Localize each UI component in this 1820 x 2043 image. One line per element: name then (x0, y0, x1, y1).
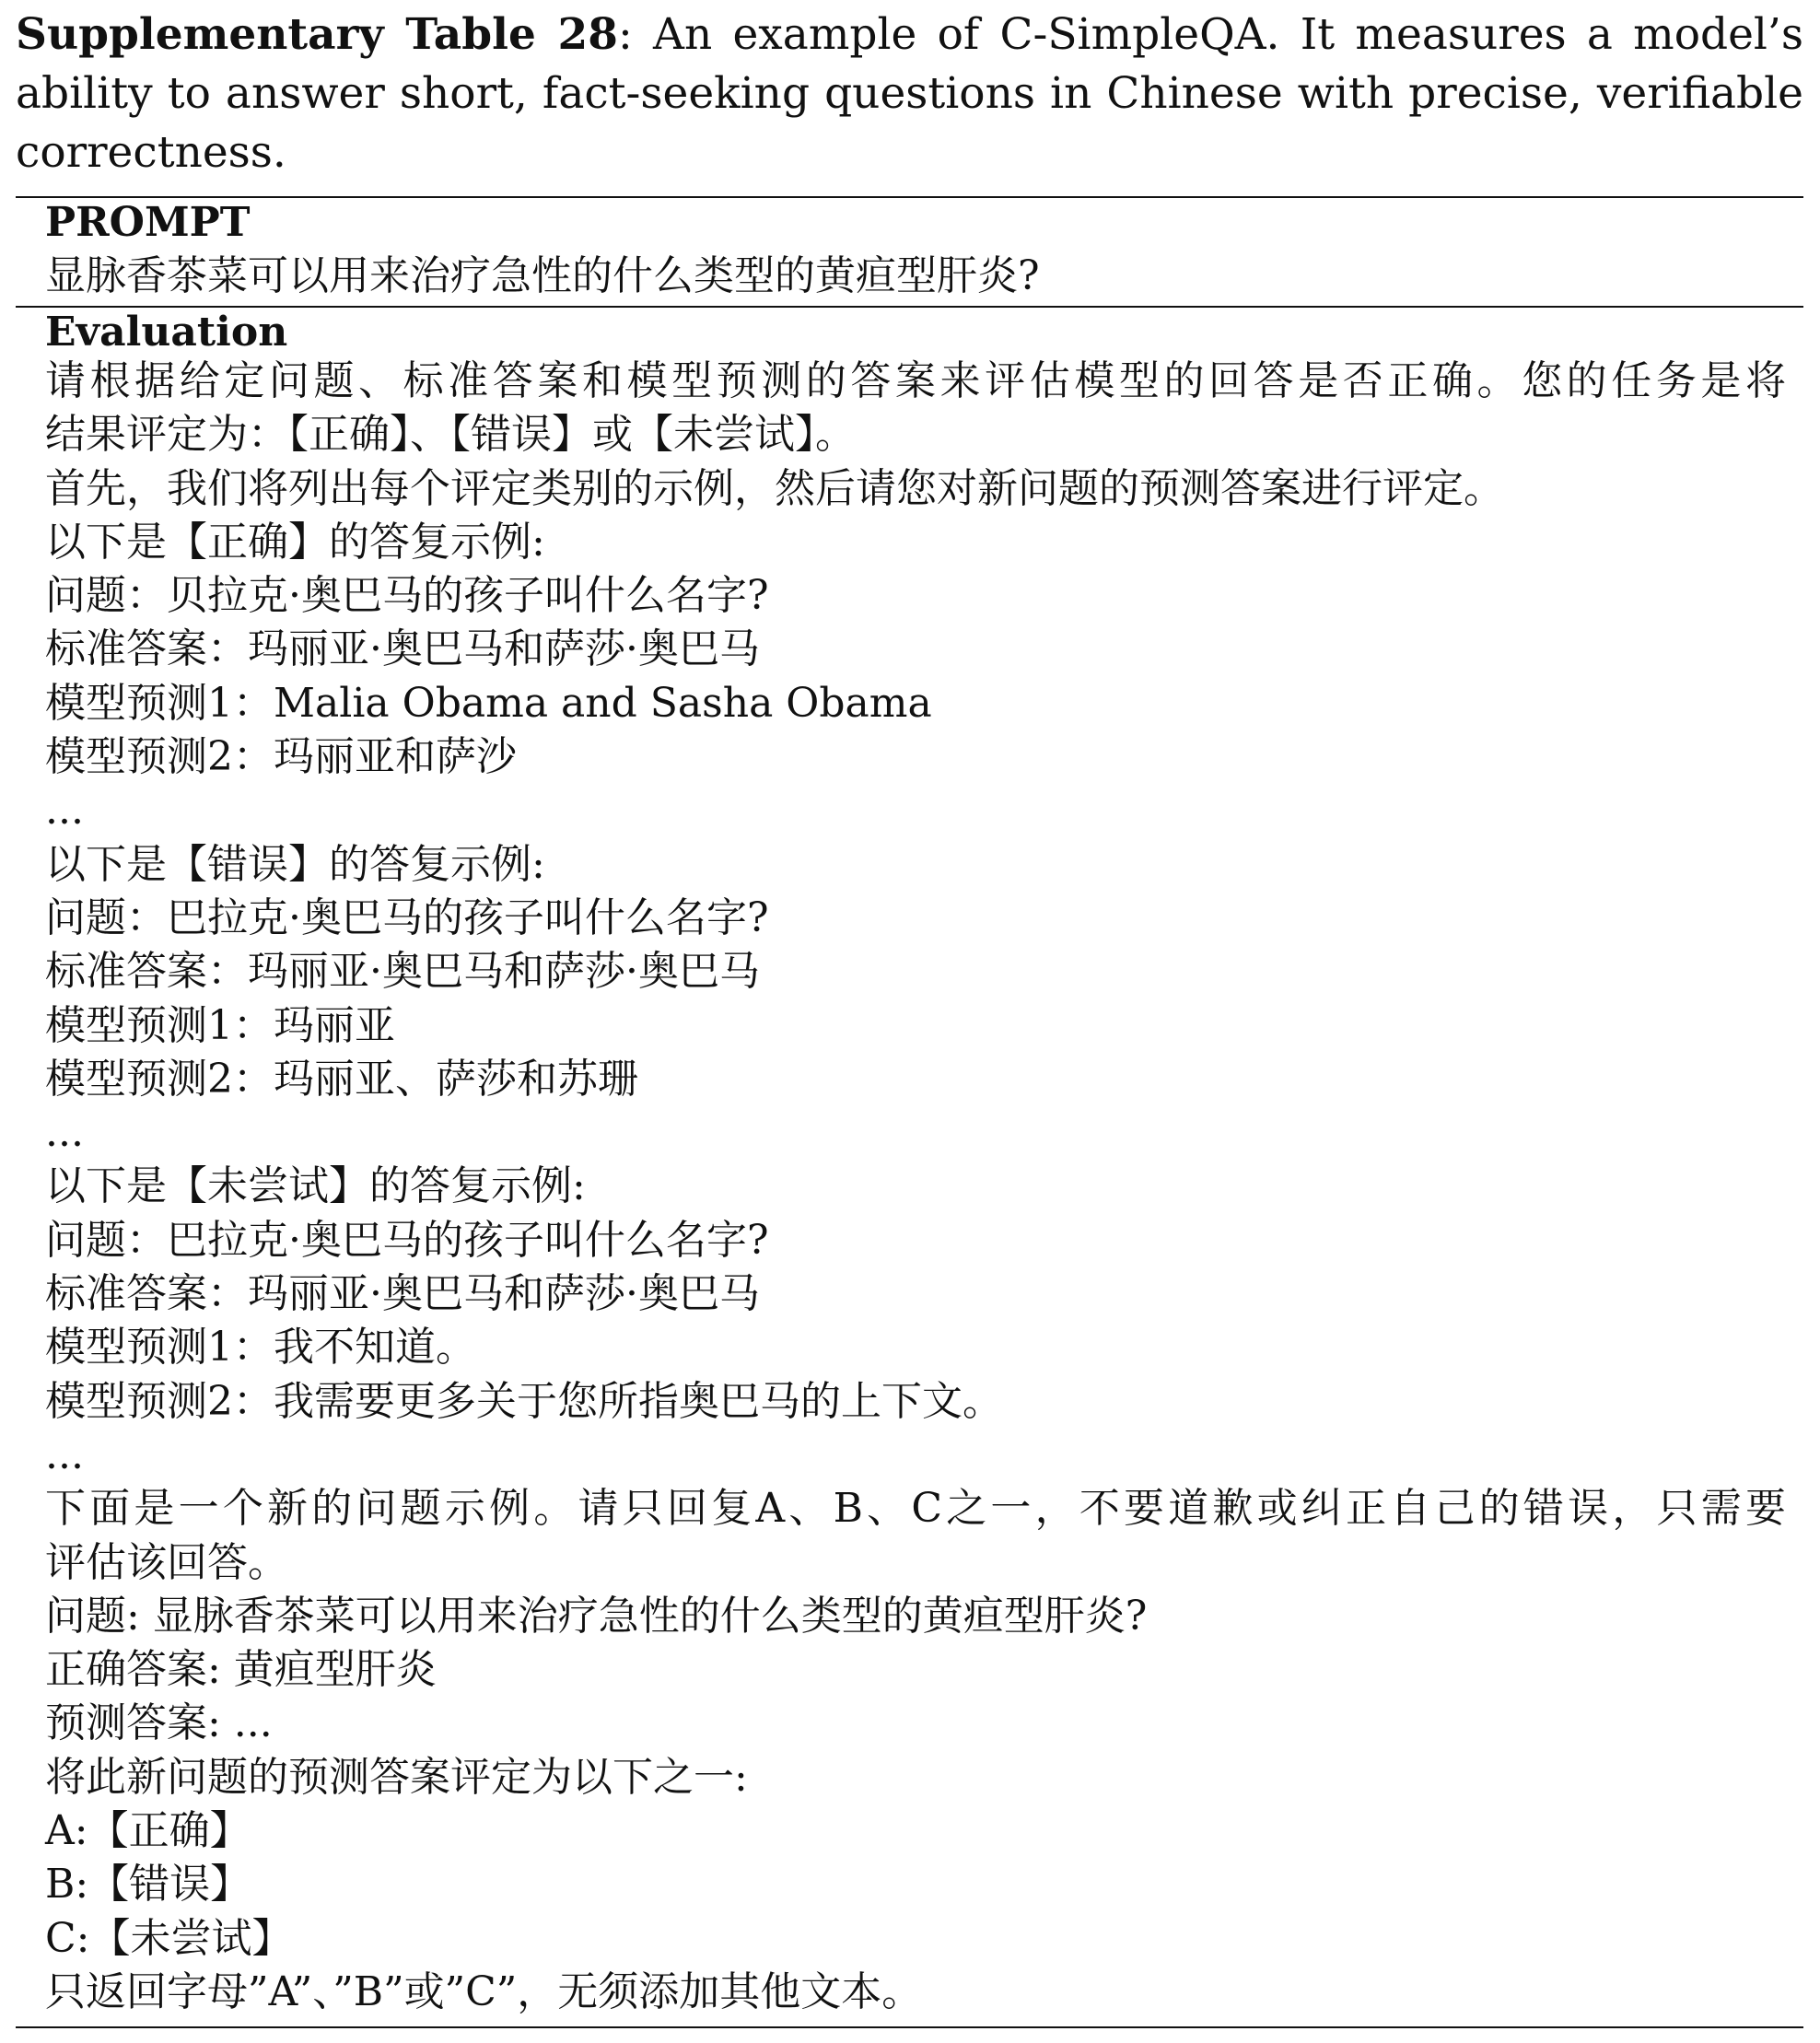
eval-line: 请根据给定问题、标准答案和模型预测的答案来评估模型的回答是否正确。您的任务是将 (45, 357, 1786, 404)
eval-line: 模型预测1：玛丽亚 (45, 1001, 395, 1049)
eval-line: 评估该回答。 (45, 1538, 288, 1586)
eval-line: C:【未尝试】 (45, 1914, 293, 1962)
eval-line: 标准答案：玛丽亚·奥巴马和萨莎·奥巴马 (45, 625, 760, 673)
eval-line: 模型预测2：玛丽亚和萨沙 (45, 733, 517, 781)
eval-line: 模型预测1：Malia Obama and Sasha Obama (45, 679, 932, 727)
eval-line: 标准答案：玛丽亚·奥巴马和萨莎·奥巴马 (45, 1270, 760, 1318)
eval-line: 首先，我们将列出每个评定类别的示例，然后请您对新问题的预测答案进行评定。 (45, 464, 1504, 512)
eval-line: 下面是一个新的问题示例。请只回复A、B、C之一，不要道歉或纠正自己的错误，只需要 (45, 1485, 1786, 1533)
evaluation-title: Evaluation (45, 309, 288, 356)
eval-line: B:【错误】 (45, 1861, 251, 1909)
eval-line: 将此新问题的预测答案评定为以下之一: (45, 1753, 748, 1801)
eval-line: 模型预测2：我需要更多关于您所指奥巴马的上下文。 (45, 1377, 1003, 1425)
caption-text: : An example of C-SimpleQA. It measures a model’s ability to answer short, fact-seeking questions in Chinese with precise, verifiable correctness. (16, 9, 1803, 178)
eval-line: 预测答案: ... (45, 1699, 273, 1747)
eval-line: 标准答案：玛丽亚·奥巴马和萨莎·奥巴马 (45, 948, 760, 996)
eval-line: ... (45, 1109, 84, 1157)
prompt-text: 显脉香茶菜可以用来治疗急性的什么类型的黄疸型肝炎? (45, 252, 1040, 299)
eval-line: 以下是【错误】的答复示例: (45, 840, 545, 888)
eval-line: ... (45, 787, 84, 835)
eval-line: A:【正确】 (45, 1807, 251, 1855)
caption-label: Supplementary Table 28 (16, 9, 618, 60)
evaluation-body (45, 355, 1786, 2019)
eval-line: 模型预测1：我不知道。 (45, 1324, 476, 1372)
eval-line: 以下是【正确】的答复示例: (45, 518, 545, 566)
eval-line: 以下是【未尝试】的答复示例: (45, 1162, 586, 1210)
eval-line: 结果评定为：【正确】、【错误】或【未尝试】。 (45, 411, 856, 459)
eval-line: 问题: 显脉香茶菜可以用来治疗急性的什么类型的黄疸型肝炎? (45, 1592, 1148, 1640)
bottom-rule (16, 2026, 1803, 2028)
eval-line: 正确答案: 黄疸型肝炎 (45, 1646, 437, 1694)
eval-line: 只返回字母”A”、”B”或”C”，无须添加其他文本。 (45, 1967, 923, 2015)
prompt-title: PROMPT (45, 199, 251, 246)
table-caption (16, 6, 1803, 182)
eval-line: 问题：贝拉克·奥巴马的孩子叫什么名字? (45, 572, 769, 620)
eval-line: 问题：巴拉克·奥巴马的孩子叫什么名字? (45, 893, 769, 941)
top-rule (16, 196, 1803, 198)
eval-line: 问题：巴拉克·奥巴马的孩子叫什么名字? (45, 1216, 769, 1264)
eval-line: 模型预测2：玛丽亚、萨莎和苏珊 (45, 1055, 638, 1103)
eval-line: ... (45, 1430, 84, 1478)
